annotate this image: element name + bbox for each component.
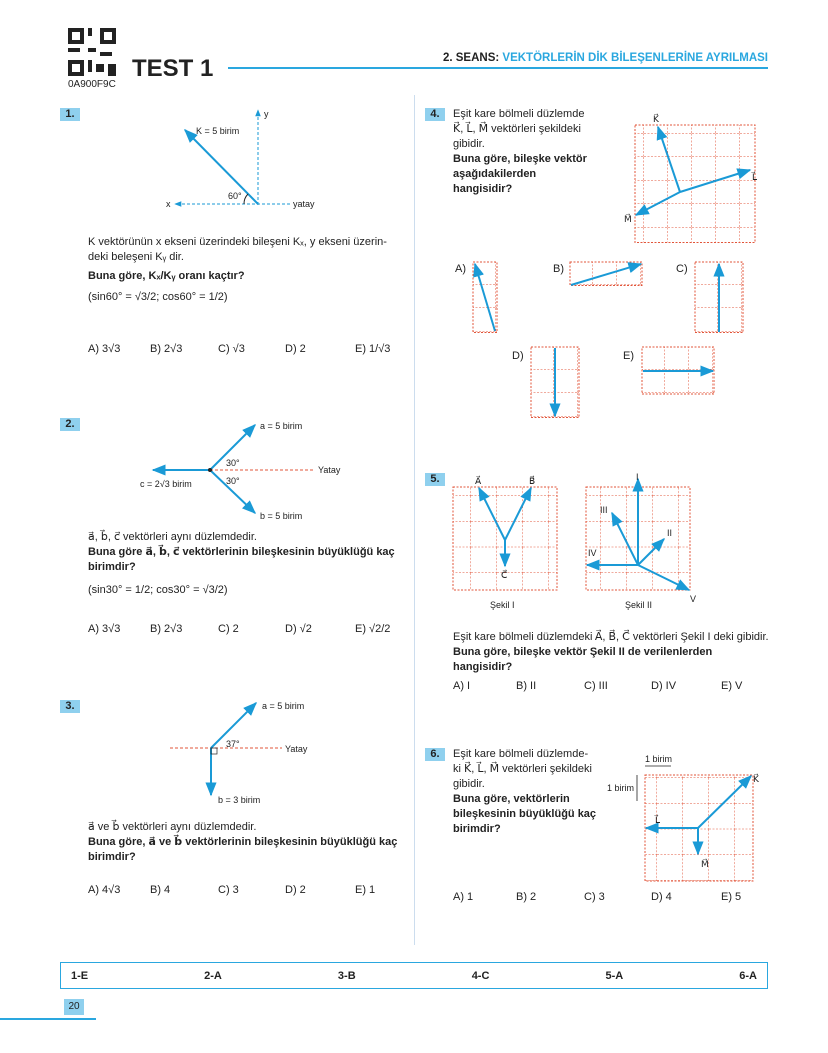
- sekil-2-label: Şekil II: [625, 600, 653, 610]
- q2-options: [88, 623, 390, 635]
- option-b[interactable]: B) II: [516, 680, 537, 692]
- m-label: M⃗: [624, 214, 632, 224]
- b-vector-label: b = 5 birim: [260, 511, 303, 521]
- q5-question: Buna göre, bileşke vektör Şekil II de verilenlerden hangisidir?: [453, 646, 713, 673]
- q6-options: [453, 891, 741, 903]
- angle-label: 60°: [228, 191, 242, 201]
- answer-key-item: 6-A: [739, 969, 757, 982]
- q1-figure: [150, 105, 330, 215]
- x-axis-label: x: [166, 199, 171, 209]
- iii-label: III: [600, 505, 608, 515]
- option-b[interactable]: B) 4: [150, 884, 171, 896]
- session-topic: VEKTÖRLERİN DİK BİLEŞENLERİNE AYRILMASI: [502, 52, 768, 64]
- q3-figure: [160, 695, 360, 810]
- option-a[interactable]: A) I: [453, 680, 471, 692]
- option-a[interactable]: A) 1: [453, 891, 474, 903]
- q5-options: [453, 680, 742, 692]
- yatay-label: Yatay: [285, 744, 308, 754]
- q2-text: [88, 530, 400, 598]
- sekil-1-label: Şekil I: [490, 600, 515, 610]
- answer-key: [60, 962, 768, 989]
- k-label: K⃗: [753, 774, 759, 784]
- header-divider: [228, 67, 768, 69]
- q2-figure: [130, 415, 360, 525]
- yatay-label: Yatay: [318, 465, 341, 475]
- option-c[interactable]: C) III: [584, 680, 608, 692]
- v-label: V: [690, 594, 697, 604]
- q3-text-line: a⃗ ve b⃗ vektörleri aynı düzlemdedir.: [88, 821, 257, 833]
- yatay-label: yatay: [293, 199, 315, 209]
- question-number-2: 2.: [60, 418, 80, 431]
- option-b-figure[interactable]: [569, 261, 645, 287]
- q6-text-line: ki K⃗, L⃗, M⃗ vektörleri şekildeki: [453, 763, 592, 775]
- option-d[interactable]: D): [512, 350, 524, 362]
- q5-text-line: Eşit kare bölmeli düzlemdeki A⃗, B⃗, C⃗ vektörleri Şekil I deki gibidir.: [453, 631, 769, 643]
- q2-question: Buna göre a⃗, b⃗, c⃗ vektörlerinin bileşkesinin büyüklüğü kaç birimdir?: [88, 546, 395, 573]
- b-label: B⃗: [529, 476, 536, 486]
- option-b[interactable]: B): [553, 263, 564, 275]
- answer-key-item: 2-A: [204, 969, 222, 982]
- m-label: M⃗: [701, 859, 709, 869]
- page-number: 20: [64, 999, 84, 1015]
- option-d-figure[interactable]: [530, 346, 581, 420]
- q4-grid-figure: [620, 110, 770, 245]
- option-b[interactable]: B) 2√3: [150, 623, 183, 635]
- q6-text-line: Eşit kare bölmeli düzlemde-: [453, 748, 589, 760]
- option-a[interactable]: A): [455, 263, 466, 275]
- q6-grid-figure: [605, 752, 770, 887]
- q1-text: [88, 235, 398, 305]
- q5-figure: [445, 470, 705, 615]
- option-e[interactable]: E): [623, 350, 634, 362]
- qr-code: [68, 28, 116, 76]
- option-d[interactable]: D) IV: [651, 680, 677, 692]
- question-number-5: 5.: [425, 473, 445, 486]
- a-label: A⃗: [475, 476, 482, 486]
- option-c-figure[interactable]: [694, 261, 745, 335]
- a-vector-label: a = 5 birim: [262, 701, 305, 711]
- y-axis-label: y: [264, 109, 269, 119]
- option-c[interactable]: C) √3: [218, 343, 245, 355]
- qr-code-text: 0A900F9C: [68, 79, 116, 90]
- l-label: L⃗: [655, 815, 661, 825]
- a-vector-label: a = 5 birim: [260, 421, 303, 431]
- test-title: TEST 1: [132, 55, 214, 82]
- k-label: K⃗: [653, 114, 659, 124]
- option-a[interactable]: A) 3√3: [88, 623, 121, 635]
- option-e[interactable]: E) 1: [355, 884, 376, 896]
- angle-label: 30°: [226, 458, 240, 468]
- iv-label: IV: [588, 548, 597, 558]
- q4-text-line: K⃗, L⃗, M⃗ vektörleri şekildeki: [453, 123, 581, 135]
- option-c[interactable]: C): [676, 263, 688, 275]
- option-e[interactable]: E) V: [721, 680, 743, 692]
- q5-text: [453, 630, 773, 675]
- unit-label-horizontal: 1 birim: [645, 754, 673, 764]
- angle-label: 30°: [226, 476, 240, 486]
- q3-options: [88, 884, 375, 896]
- q3-question: Buna göre, a⃗ ve b⃗ vektörlerinin bileşkesinin büyüklüğü kaç birimdir?: [88, 836, 398, 863]
- q1-text-line: K vektörünün x ekseni üzerindeki bileşeni Kₓ, y ekseni üzerin-: [88, 236, 387, 248]
- ii-label: II: [667, 528, 673, 538]
- question-number-4: 4.: [425, 108, 445, 121]
- option-a-figure[interactable]: [472, 261, 499, 335]
- answer-key-item: 5-A: [605, 969, 624, 982]
- q4-question: Buna göre, bileşke vektör aşağıdakilerden hangisidir?: [453, 153, 587, 195]
- c-label: C⃗: [501, 570, 508, 580]
- option-e-figure[interactable]: [641, 346, 717, 397]
- option-e[interactable]: E) √2/2: [355, 623, 391, 635]
- q1-options: [88, 343, 390, 355]
- column-divider: [414, 95, 415, 945]
- q4-text: [453, 107, 593, 197]
- angle-label: 37°: [226, 739, 240, 749]
- answer-key-item: 3-B: [337, 969, 356, 982]
- k-vector-label: K = 5 birim: [196, 126, 240, 136]
- question-number-6: 6.: [425, 748, 445, 761]
- q1-question: Buna göre, Kₓ/Kᵧ oranı kaçtır?: [88, 270, 245, 282]
- q6-text: [453, 747, 601, 837]
- session-prefix: 2. SEANS:: [442, 52, 500, 64]
- option-c[interactable]: C) 3: [584, 891, 605, 903]
- footer-line: [0, 1018, 96, 1020]
- question-number-3: 3.: [60, 700, 80, 713]
- q6-question: Buna göre, vektörlerin bileşkesinin büyüklüğü kaç birimdir?: [453, 793, 597, 835]
- option-c[interactable]: C) 3: [218, 884, 239, 896]
- answer-key-item: 1-E: [71, 969, 89, 982]
- b-vector-label: b = 3 birim: [218, 795, 261, 805]
- option-d[interactable]: D) 4: [651, 891, 672, 903]
- session-title: [443, 52, 768, 64]
- option-a[interactable]: A) 3√3: [88, 343, 121, 355]
- option-b[interactable]: B) 2: [516, 891, 537, 903]
- l-label: L⃗: [752, 172, 758, 182]
- q1-text-line: deki beleşeni Kᵧ dir.: [88, 251, 184, 263]
- q4-text-line: gibidir.: [453, 138, 485, 150]
- option-e[interactable]: E) 1/√3: [355, 343, 391, 355]
- i-label: I: [636, 472, 639, 482]
- q1-hint: (sin60° = √3/2; cos60° = 1/2): [88, 291, 228, 303]
- option-d[interactable]: D) 2: [285, 884, 306, 896]
- option-d[interactable]: D) 2: [285, 343, 306, 355]
- q4-text-line: Eşit kare bölmeli düzlemde: [453, 108, 585, 120]
- answer-key-item: 4-C: [471, 969, 490, 982]
- q2-text-line: a⃗, b⃗, c⃗ vektörleri aynı düzlemdedir.: [88, 531, 257, 543]
- option-d[interactable]: D) √2: [285, 623, 312, 635]
- option-a[interactable]: A) 4√3: [88, 884, 121, 896]
- q6-text-line: gibidir.: [453, 778, 485, 790]
- q2-hint: (sin30° = 1/2; cos30° = √3/2): [88, 584, 228, 596]
- option-e[interactable]: E) 5: [721, 891, 742, 903]
- option-c[interactable]: C) 2: [218, 623, 239, 635]
- question-number-1: 1.: [60, 108, 80, 121]
- q3-text: [88, 820, 400, 865]
- option-b[interactable]: B) 2√3: [150, 343, 183, 355]
- c-vector-label: c = 2√3 birim: [140, 479, 192, 489]
- unit-label-vertical: 1 birim: [607, 783, 635, 793]
